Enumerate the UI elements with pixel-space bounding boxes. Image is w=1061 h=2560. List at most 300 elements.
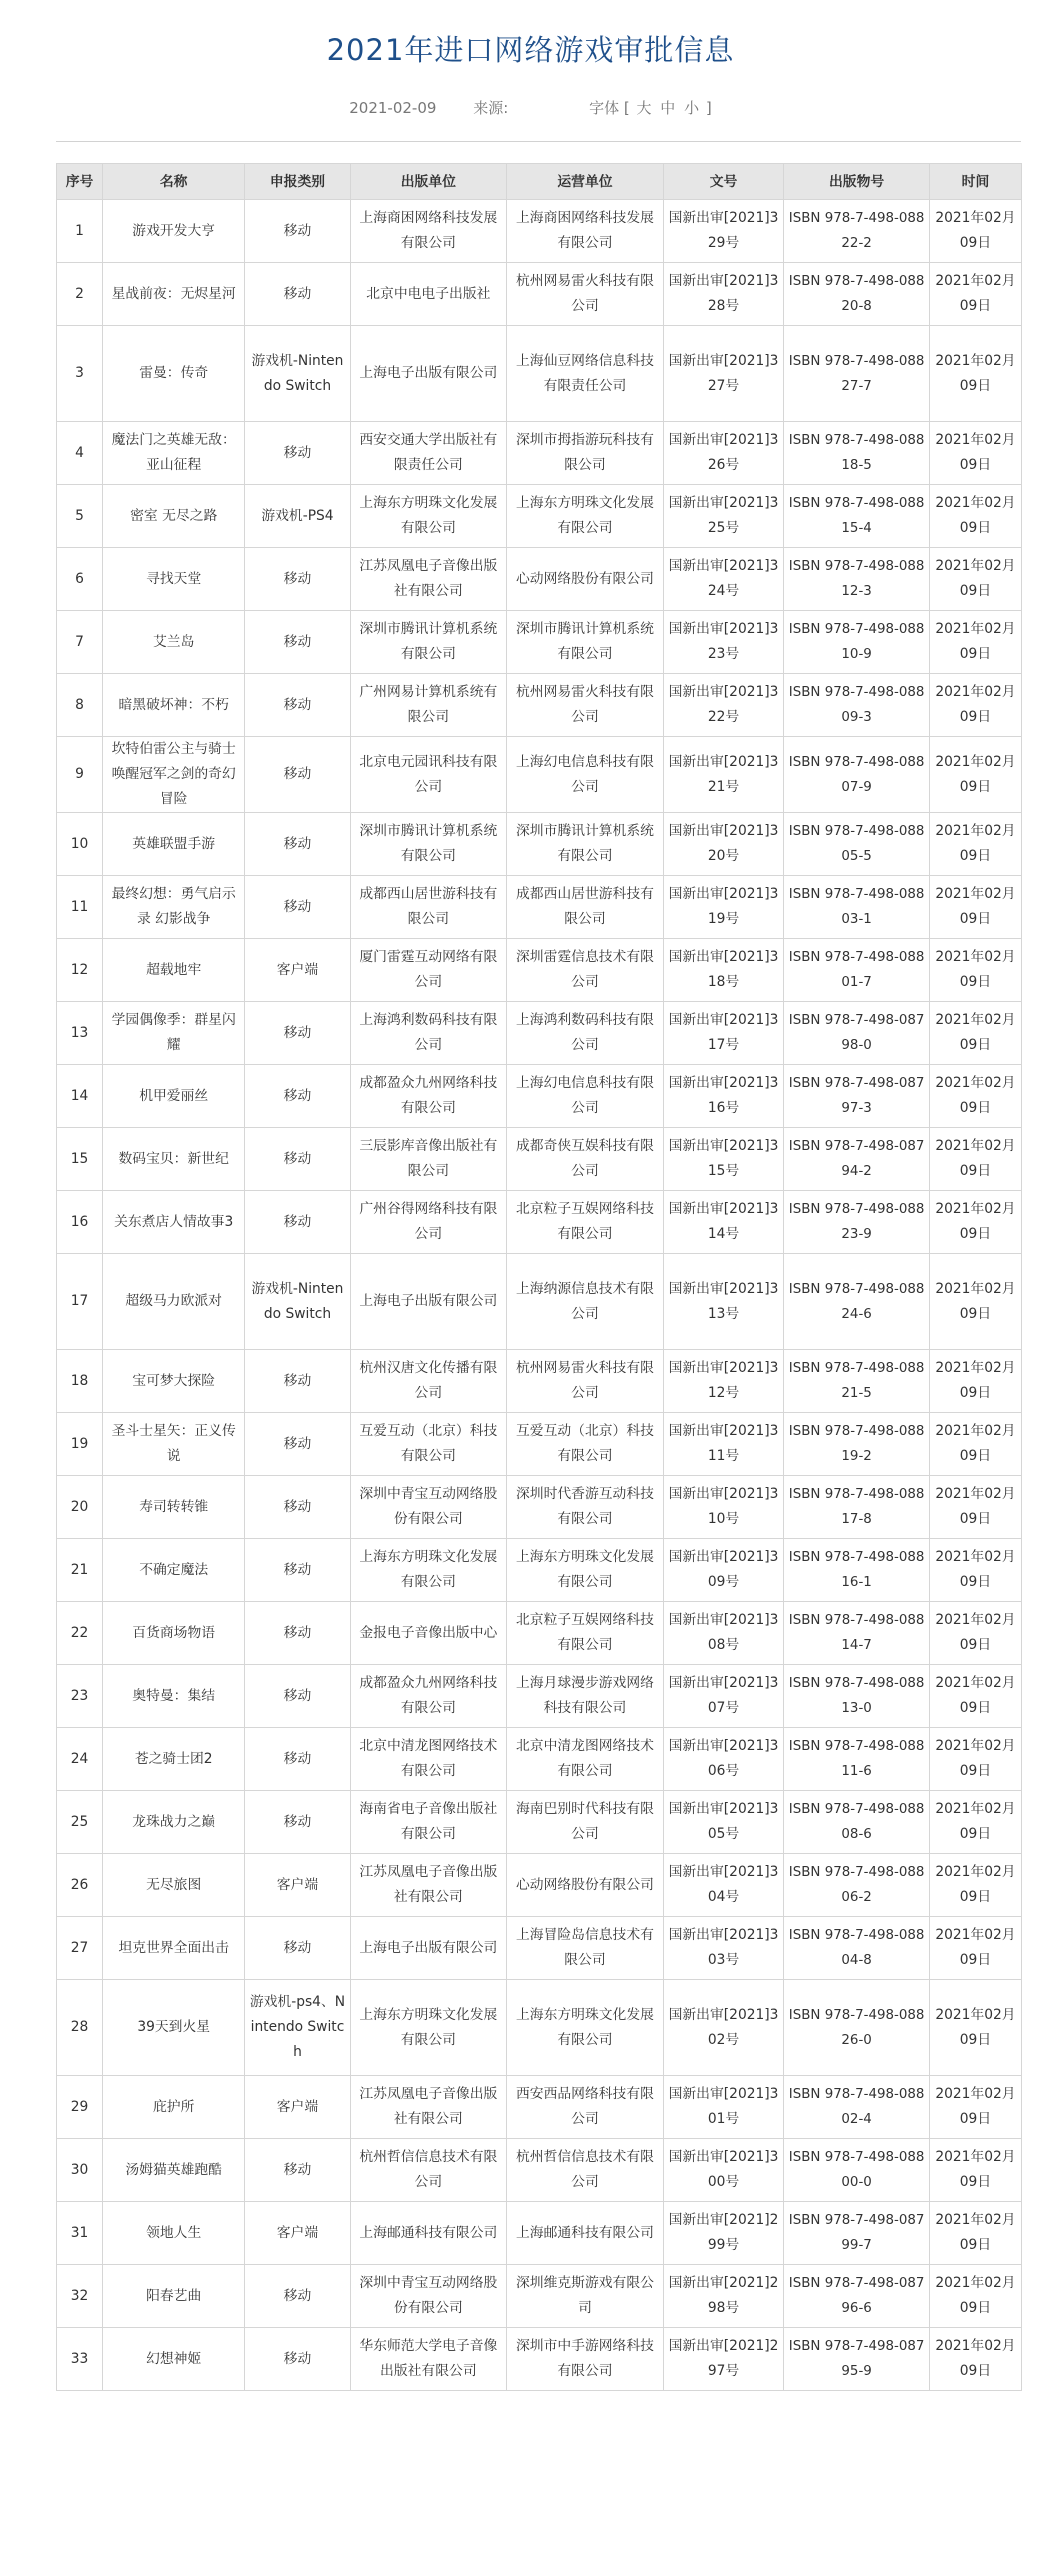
cell-category: 移动 bbox=[245, 1128, 350, 1191]
cell-publisher: 深圳市腾讯计算机系统有限公司 bbox=[350, 813, 507, 876]
cell-operator: 上海东方明珠文化发展有限公司 bbox=[507, 1539, 664, 1602]
cell-date: 2021年02月09日 bbox=[929, 422, 1021, 485]
cell-date: 2021年02月09日 bbox=[929, 1728, 1021, 1791]
table-row bbox=[57, 876, 1022, 939]
cell-operator: 杭州网易雷火科技有限公司 bbox=[507, 1350, 664, 1413]
font-label: 字体 bbox=[589, 99, 620, 117]
table-row bbox=[57, 422, 1022, 485]
cell-operator: 上海幻电信息科技有限公司 bbox=[507, 1065, 664, 1128]
cell-name: 庇护所 bbox=[103, 2076, 245, 2139]
cell-operator: 心动网络股份有限公司 bbox=[507, 548, 664, 611]
cell-isbn: ISBN 978-7-498-08795-9 bbox=[784, 2328, 930, 2391]
font-size-switcher bbox=[589, 99, 712, 117]
cell-no: 4 bbox=[57, 422, 103, 485]
cell-name: 数码宝贝：新世纪 bbox=[103, 1128, 245, 1191]
cell-date: 2021年02月09日 bbox=[929, 1854, 1021, 1917]
cell-name: 雷曼：传奇 bbox=[103, 326, 245, 422]
cell-date: 2021年02月09日 bbox=[929, 1476, 1021, 1539]
header-isbn: 出版物号 bbox=[784, 164, 930, 200]
cell-doc-number: 国新出审[2021]298号 bbox=[663, 2265, 783, 2328]
cell-category: 移动 bbox=[245, 1602, 350, 1665]
cell-no: 3 bbox=[57, 326, 103, 422]
table-row bbox=[57, 1128, 1022, 1191]
cell-doc-number: 国新出审[2021]327号 bbox=[663, 326, 783, 422]
cell-name: 暗黑破坏神：不朽 bbox=[103, 674, 245, 737]
cell-name: 苍之骑士团2 bbox=[103, 1728, 245, 1791]
cell-doc-number: 国新出审[2021]300号 bbox=[663, 2139, 783, 2202]
cell-doc-number: 国新出审[2021]319号 bbox=[663, 876, 783, 939]
cell-date: 2021年02月09日 bbox=[929, 2139, 1021, 2202]
cell-no: 7 bbox=[57, 611, 103, 674]
cell-category: 移动 bbox=[245, 1791, 350, 1854]
table-row bbox=[57, 1254, 1022, 1350]
cell-name: 星战前夜：无烬星河 bbox=[103, 263, 245, 326]
cell-isbn: ISBN 978-7-498-08826-0 bbox=[784, 1980, 930, 2076]
table-row bbox=[57, 200, 1022, 263]
cell-isbn: ISBN 978-7-498-08802-4 bbox=[784, 2076, 930, 2139]
table-row bbox=[57, 611, 1022, 674]
cell-name: 坎特伯雷公主与骑士唤醒冠军之剑的奇幻冒险 bbox=[103, 737, 245, 813]
cell-no: 22 bbox=[57, 1602, 103, 1665]
cell-date: 2021年02月09日 bbox=[929, 1065, 1021, 1128]
cell-operator: 上海鸿利数码科技有限公司 bbox=[507, 1002, 664, 1065]
cell-date: 2021年02月09日 bbox=[929, 813, 1021, 876]
cell-doc-number: 国新出审[2021]322号 bbox=[663, 674, 783, 737]
cell-name: 学园偶像季：群星闪耀 bbox=[103, 1002, 245, 1065]
cell-date: 2021年02月09日 bbox=[929, 1602, 1021, 1665]
cell-name: 百货商场物语 bbox=[103, 1602, 245, 1665]
cell-operator: 上海纳源信息技术有限公司 bbox=[507, 1254, 664, 1350]
cell-name: 不确定魔法 bbox=[103, 1539, 245, 1602]
cell-doc-number: 国新出审[2021]329号 bbox=[663, 200, 783, 263]
cell-operator: 上海月球漫步游戏网络科技有限公司 bbox=[507, 1665, 664, 1728]
table-row bbox=[57, 737, 1022, 813]
cell-operator: 上海东方明珠文化发展有限公司 bbox=[507, 485, 664, 548]
cell-publisher: 深圳中青宝互动网络股份有限公司 bbox=[350, 1476, 507, 1539]
font-size-large[interactable]: 大 bbox=[636, 99, 652, 117]
cell-category: 移动 bbox=[245, 813, 350, 876]
cell-doc-number: 国新出审[2021]302号 bbox=[663, 1980, 783, 2076]
cell-category: 移动 bbox=[245, 737, 350, 813]
cell-doc-number: 国新出审[2021]326号 bbox=[663, 422, 783, 485]
cell-no: 23 bbox=[57, 1665, 103, 1728]
cell-operator: 上海冒险岛信息技术有限公司 bbox=[507, 1917, 664, 1980]
header-operator: 运营单位 bbox=[507, 164, 664, 200]
cell-publisher: 上海鸿利数码科技有限公司 bbox=[350, 1002, 507, 1065]
cell-isbn: ISBN 978-7-498-08800-0 bbox=[784, 2139, 930, 2202]
cell-name: 艾兰岛 bbox=[103, 611, 245, 674]
cell-publisher: 杭州哲信信息技术有限公司 bbox=[350, 2139, 507, 2202]
cell-isbn: ISBN 978-7-498-08799-7 bbox=[784, 2202, 930, 2265]
cell-publisher: 成都西山居世游科技有限公司 bbox=[350, 876, 507, 939]
table-row bbox=[57, 1350, 1022, 1413]
cell-operator: 上海东方明珠文化发展有限公司 bbox=[507, 1980, 664, 2076]
cell-doc-number: 国新出审[2021]297号 bbox=[663, 2328, 783, 2391]
cell-no: 27 bbox=[57, 1917, 103, 1980]
cell-no: 18 bbox=[57, 1350, 103, 1413]
cell-operator: 深圳雷霆信息技术有限公司 bbox=[507, 939, 664, 1002]
cell-date: 2021年02月09日 bbox=[929, 674, 1021, 737]
font-bracket-close: ] bbox=[705, 99, 712, 117]
header-doc-number: 文号 bbox=[663, 164, 783, 200]
cell-doc-number: 国新出审[2021]325号 bbox=[663, 485, 783, 548]
cell-name: 坦克世界全面出击 bbox=[103, 1917, 245, 1980]
cell-publisher: 上海东方明珠文化发展有限公司 bbox=[350, 485, 507, 548]
header-no: 序号 bbox=[57, 164, 103, 200]
table-row bbox=[57, 326, 1022, 422]
table-row bbox=[57, 1854, 1022, 1917]
cell-operator: 成都西山居世游科技有限公司 bbox=[507, 876, 664, 939]
cell-isbn: ISBN 978-7-498-08804-8 bbox=[784, 1917, 930, 1980]
cell-publisher: 互爱互动（北京）科技有限公司 bbox=[350, 1413, 507, 1476]
table-row bbox=[57, 1980, 1022, 2076]
cell-name: 汤姆猫英雄跑酷 bbox=[103, 2139, 245, 2202]
cell-isbn: ISBN 978-7-498-08827-7 bbox=[784, 326, 930, 422]
cell-operator: 互爱互动（北京）科技有限公司 bbox=[507, 1413, 664, 1476]
source-label: 来源: bbox=[473, 99, 509, 117]
cell-doc-number: 国新出审[2021]317号 bbox=[663, 1002, 783, 1065]
cell-date: 2021年02月09日 bbox=[929, 1665, 1021, 1728]
cell-category: 游戏机-Nintendo Switch bbox=[245, 1254, 350, 1350]
cell-doc-number: 国新出审[2021]312号 bbox=[663, 1350, 783, 1413]
cell-no: 2 bbox=[57, 263, 103, 326]
divider bbox=[56, 141, 1021, 142]
cell-publisher: 广州网易计算机系统有限公司 bbox=[350, 674, 507, 737]
cell-no: 12 bbox=[57, 939, 103, 1002]
cell-publisher: 上海电子出版有限公司 bbox=[350, 1254, 507, 1350]
cell-name: 最终幻想：勇气启示录 幻影战争 bbox=[103, 876, 245, 939]
table-row bbox=[57, 485, 1022, 548]
cell-no: 15 bbox=[57, 1128, 103, 1191]
cell-date: 2021年02月09日 bbox=[929, 326, 1021, 422]
cell-isbn: ISBN 978-7-498-08811-6 bbox=[784, 1728, 930, 1791]
cell-category: 移动 bbox=[245, 422, 350, 485]
cell-category: 移动 bbox=[245, 1191, 350, 1254]
table-row bbox=[57, 1917, 1022, 1980]
cell-isbn: ISBN 978-7-498-08812-3 bbox=[784, 548, 930, 611]
cell-name: 超级马力欧派对 bbox=[103, 1254, 245, 1350]
cell-publisher: 江苏凤凰电子音像出版社有限公司 bbox=[350, 2076, 507, 2139]
header-name: 名称 bbox=[103, 164, 245, 200]
cell-publisher: 江苏凤凰电子音像出版社有限公司 bbox=[350, 1854, 507, 1917]
cell-category: 移动 bbox=[245, 2265, 350, 2328]
cell-date: 2021年02月09日 bbox=[929, 485, 1021, 548]
cell-publisher: 深圳中青宝互动网络股份有限公司 bbox=[350, 2265, 507, 2328]
cell-operator: 深圳市中手游网络科技有限公司 bbox=[507, 2328, 664, 2391]
cell-no: 1 bbox=[57, 200, 103, 263]
cell-isbn: ISBN 978-7-498-08803-1 bbox=[784, 876, 930, 939]
cell-isbn: ISBN 978-7-498-08809-3 bbox=[784, 674, 930, 737]
cell-name: 关东煮店人情故事3 bbox=[103, 1191, 245, 1254]
cell-publisher: 三辰影库音像出版社有限公司 bbox=[350, 1128, 507, 1191]
cell-no: 31 bbox=[57, 2202, 103, 2265]
table-row bbox=[57, 2139, 1022, 2202]
cell-date: 2021年02月09日 bbox=[929, 548, 1021, 611]
cell-publisher: 北京中电电子出版社 bbox=[350, 263, 507, 326]
cell-doc-number: 国新出审[2021]308号 bbox=[663, 1602, 783, 1665]
cell-no: 30 bbox=[57, 2139, 103, 2202]
cell-date: 2021年02月09日 bbox=[929, 1254, 1021, 1350]
cell-operator: 成都奇侠互娱科技有限公司 bbox=[507, 1128, 664, 1191]
cell-isbn: ISBN 978-7-498-08814-7 bbox=[784, 1602, 930, 1665]
cell-no: 8 bbox=[57, 674, 103, 737]
cell-doc-number: 国新出审[2021]313号 bbox=[663, 1254, 783, 1350]
cell-operator: 海南巴别时代科技有限公司 bbox=[507, 1791, 664, 1854]
cell-name: 宝可梦大探险 bbox=[103, 1350, 245, 1413]
cell-no: 10 bbox=[57, 813, 103, 876]
cell-category: 游戏机-PS4 bbox=[245, 485, 350, 548]
cell-publisher: 深圳市腾讯计算机系统有限公司 bbox=[350, 611, 507, 674]
cell-category: 移动 bbox=[245, 263, 350, 326]
cell-no: 11 bbox=[57, 876, 103, 939]
cell-category: 移动 bbox=[245, 200, 350, 263]
page-title: 2021年进口网络游戏审批信息 bbox=[326, 33, 735, 67]
table-row bbox=[57, 1002, 1022, 1065]
cell-category: 移动 bbox=[245, 1728, 350, 1791]
cell-doc-number: 国新出审[2021]318号 bbox=[663, 939, 783, 1002]
cell-date: 2021年02月09日 bbox=[929, 737, 1021, 813]
cell-publisher: 华东师范大学电子音像出版社有限公司 bbox=[350, 2328, 507, 2391]
cell-doc-number: 国新出审[2021]314号 bbox=[663, 1191, 783, 1254]
cell-name: 奥特曼：集结 bbox=[103, 1665, 245, 1728]
cell-name: 游戏开发大亨 bbox=[103, 200, 245, 263]
cell-name: 魔法门之英雄无敌：亚山征程 bbox=[103, 422, 245, 485]
table-row bbox=[57, 2328, 1022, 2391]
cell-operator: 杭州网易雷火科技有限公司 bbox=[507, 674, 664, 737]
cell-publisher: 江苏凤凰电子音像出版社有限公司 bbox=[350, 548, 507, 611]
cell-publisher: 海南省电子音像出版社有限公司 bbox=[350, 1791, 507, 1854]
cell-no: 14 bbox=[57, 1065, 103, 1128]
cell-publisher: 上海东方明珠文化发展有限公司 bbox=[350, 1980, 507, 2076]
header-publisher: 出版单位 bbox=[350, 164, 507, 200]
cell-isbn: ISBN 978-7-498-08817-8 bbox=[784, 1476, 930, 1539]
cell-operator: 西安西品网络科技有限公司 bbox=[507, 2076, 664, 2139]
cell-category: 游戏机-Nintendo Switch bbox=[245, 326, 350, 422]
cell-isbn: ISBN 978-7-498-08819-2 bbox=[784, 1413, 930, 1476]
cell-isbn: ISBN 978-7-498-08824-6 bbox=[784, 1254, 930, 1350]
cell-no: 9 bbox=[57, 737, 103, 813]
cell-doc-number: 国新出审[2021]324号 bbox=[663, 548, 783, 611]
table-row bbox=[57, 939, 1022, 1002]
cell-category: 移动 bbox=[245, 548, 350, 611]
cell-no: 16 bbox=[57, 1191, 103, 1254]
cell-isbn: ISBN 978-7-498-08805-5 bbox=[784, 813, 930, 876]
cell-category: 移动 bbox=[245, 674, 350, 737]
table-row bbox=[57, 2202, 1022, 2265]
cell-no: 32 bbox=[57, 2265, 103, 2328]
font-size-small[interactable]: 小 bbox=[684, 99, 700, 117]
table-row bbox=[57, 1539, 1022, 1602]
cell-name: 龙珠战力之巅 bbox=[103, 1791, 245, 1854]
cell-no: 19 bbox=[57, 1413, 103, 1476]
cell-doc-number: 国新出审[2021]311号 bbox=[663, 1413, 783, 1476]
cell-doc-number: 国新出审[2021]301号 bbox=[663, 2076, 783, 2139]
cell-category: 客户端 bbox=[245, 2076, 350, 2139]
cell-operator: 北京粒子互娱网络科技有限公司 bbox=[507, 1602, 664, 1665]
cell-category: 移动 bbox=[245, 611, 350, 674]
cell-no: 21 bbox=[57, 1539, 103, 1602]
publish-date: 2021-02-09 bbox=[349, 99, 437, 117]
cell-doc-number: 国新出审[2021]316号 bbox=[663, 1065, 783, 1128]
cell-no: 13 bbox=[57, 1002, 103, 1065]
cell-operator: 上海商困网络科技发展有限公司 bbox=[507, 200, 664, 263]
cell-no: 26 bbox=[57, 1854, 103, 1917]
cell-isbn: ISBN 978-7-498-08796-6 bbox=[784, 2265, 930, 2328]
cell-date: 2021年02月09日 bbox=[929, 1413, 1021, 1476]
cell-doc-number: 国新出审[2021]323号 bbox=[663, 611, 783, 674]
cell-name: 阳春艺曲 bbox=[103, 2265, 245, 2328]
cell-category: 客户端 bbox=[245, 939, 350, 1002]
font-bracket-open: [ bbox=[623, 99, 630, 117]
cell-name: 幻想神姬 bbox=[103, 2328, 245, 2391]
cell-operator: 上海邮通科技有限公司 bbox=[507, 2202, 664, 2265]
cell-date: 2021年02月09日 bbox=[929, 1917, 1021, 1980]
cell-category: 移动 bbox=[245, 1413, 350, 1476]
cell-name: 圣斗士星矢：正义传说 bbox=[103, 1413, 245, 1476]
cell-isbn: ISBN 978-7-498-08810-9 bbox=[784, 611, 930, 674]
cell-category: 移动 bbox=[245, 1665, 350, 1728]
article-meta bbox=[0, 97, 1061, 118]
cell-date: 2021年02月09日 bbox=[929, 263, 1021, 326]
cell-operator: 上海仙豆网络信息科技有限责任公司 bbox=[507, 326, 664, 422]
cell-publisher: 厦门雷霆互动网络有限公司 bbox=[350, 939, 507, 1002]
cell-date: 2021年02月09日 bbox=[929, 1791, 1021, 1854]
cell-category: 移动 bbox=[245, 1476, 350, 1539]
cell-operator: 深圳时代香游互动科技有限公司 bbox=[507, 1476, 664, 1539]
cell-doc-number: 国新出审[2021]306号 bbox=[663, 1728, 783, 1791]
table-row bbox=[57, 1728, 1022, 1791]
cell-category: 移动 bbox=[245, 2328, 350, 2391]
cell-doc-number: 国新出审[2021]299号 bbox=[663, 2202, 783, 2265]
approval-table bbox=[56, 163, 1022, 2391]
cell-no: 28 bbox=[57, 1980, 103, 2076]
cell-publisher: 广州谷得网络科技有限公司 bbox=[350, 1191, 507, 1254]
cell-date: 2021年02月09日 bbox=[929, 2265, 1021, 2328]
cell-isbn: ISBN 978-7-498-08801-7 bbox=[784, 939, 930, 1002]
cell-name: 机甲爱丽丝 bbox=[103, 1065, 245, 1128]
table-header-row bbox=[57, 164, 1022, 200]
cell-isbn: ISBN 978-7-498-08816-1 bbox=[784, 1539, 930, 1602]
table-row bbox=[57, 1602, 1022, 1665]
cell-category: 客户端 bbox=[245, 2202, 350, 2265]
cell-publisher: 上海电子出版有限公司 bbox=[350, 326, 507, 422]
cell-date: 2021年02月09日 bbox=[929, 876, 1021, 939]
cell-date: 2021年02月09日 bbox=[929, 1350, 1021, 1413]
cell-no: 25 bbox=[57, 1791, 103, 1854]
cell-isbn: ISBN 978-7-498-08815-4 bbox=[784, 485, 930, 548]
cell-no: 17 bbox=[57, 1254, 103, 1350]
cell-isbn: ISBN 978-7-498-08818-5 bbox=[784, 422, 930, 485]
table-row bbox=[57, 1476, 1022, 1539]
cell-publisher: 上海商困网络科技发展有限公司 bbox=[350, 200, 507, 263]
cell-publisher: 上海东方明珠文化发展有限公司 bbox=[350, 1539, 507, 1602]
cell-operator: 上海幻电信息科技有限公司 bbox=[507, 737, 664, 813]
cell-doc-number: 国新出审[2021]304号 bbox=[663, 1854, 783, 1917]
cell-name: 超载地牢 bbox=[103, 939, 245, 1002]
cell-isbn: ISBN 978-7-498-08823-9 bbox=[784, 1191, 930, 1254]
table-row bbox=[57, 1665, 1022, 1728]
cell-operator: 深圳市拇指游玩科技有限公司 bbox=[507, 422, 664, 485]
cell-name: 领地人生 bbox=[103, 2202, 245, 2265]
cell-isbn: ISBN 978-7-498-08813-0 bbox=[784, 1665, 930, 1728]
cell-doc-number: 国新出审[2021]305号 bbox=[663, 1791, 783, 1854]
cell-publisher: 杭州汉唐文化传播有限公司 bbox=[350, 1350, 507, 1413]
cell-no: 33 bbox=[57, 2328, 103, 2391]
cell-date: 2021年02月09日 bbox=[929, 939, 1021, 1002]
cell-isbn: ISBN 978-7-498-08820-8 bbox=[784, 263, 930, 326]
cell-operator: 深圳维克斯游戏有限公司 bbox=[507, 2265, 664, 2328]
cell-no: 5 bbox=[57, 485, 103, 548]
cell-isbn: ISBN 978-7-498-08807-9 bbox=[784, 737, 930, 813]
cell-isbn: ISBN 978-7-498-08808-6 bbox=[784, 1791, 930, 1854]
cell-operator: 北京中清龙图网络技术有限公司 bbox=[507, 1728, 664, 1791]
cell-doc-number: 国新出审[2021]303号 bbox=[663, 1917, 783, 1980]
cell-category: 移动 bbox=[245, 2139, 350, 2202]
table-row bbox=[57, 1791, 1022, 1854]
cell-doc-number: 国新出审[2021]320号 bbox=[663, 813, 783, 876]
cell-no: 29 bbox=[57, 2076, 103, 2139]
cell-date: 2021年02月09日 bbox=[929, 1002, 1021, 1065]
font-size-medium[interactable]: 中 bbox=[660, 99, 676, 117]
cell-no: 20 bbox=[57, 1476, 103, 1539]
cell-date: 2021年02月09日 bbox=[929, 200, 1021, 263]
table-row bbox=[57, 1191, 1022, 1254]
cell-category: 移动 bbox=[245, 1002, 350, 1065]
cell-doc-number: 国新出审[2021]315号 bbox=[663, 1128, 783, 1191]
cell-doc-number: 国新出审[2021]307号 bbox=[663, 1665, 783, 1728]
cell-doc-number: 国新出审[2021]328号 bbox=[663, 263, 783, 326]
cell-operator: 杭州哲信信息技术有限公司 bbox=[507, 2139, 664, 2202]
cell-isbn: ISBN 978-7-498-08822-2 bbox=[784, 200, 930, 263]
cell-operator: 深圳市腾讯计算机系统有限公司 bbox=[507, 813, 664, 876]
cell-name: 寿司转转锥 bbox=[103, 1476, 245, 1539]
cell-publisher: 成都盈众九州网络科技有限公司 bbox=[350, 1065, 507, 1128]
cell-category: 移动 bbox=[245, 1065, 350, 1128]
cell-name: 寻找天堂 bbox=[103, 548, 245, 611]
cell-publisher: 成都盈众九州网络科技有限公司 bbox=[350, 1665, 507, 1728]
cell-category: 移动 bbox=[245, 876, 350, 939]
cell-name: 密室 无尽之路 bbox=[103, 485, 245, 548]
table-row bbox=[57, 674, 1022, 737]
table-row bbox=[57, 2076, 1022, 2139]
cell-name: 无尽旅图 bbox=[103, 1854, 245, 1917]
table-row bbox=[57, 2265, 1022, 2328]
cell-date: 2021年02月09日 bbox=[929, 1128, 1021, 1191]
cell-publisher: 北京中清龙图网络技术有限公司 bbox=[350, 1728, 507, 1791]
cell-isbn: ISBN 978-7-498-08806-2 bbox=[784, 1854, 930, 1917]
cell-isbn: ISBN 978-7-498-08794-2 bbox=[784, 1128, 930, 1191]
cell-operator: 杭州网易雷火科技有限公司 bbox=[507, 263, 664, 326]
cell-date: 2021年02月09日 bbox=[929, 1980, 1021, 2076]
cell-publisher: 北京电元园讯科技有限公司 bbox=[350, 737, 507, 813]
cell-category: 客户端 bbox=[245, 1854, 350, 1917]
cell-publisher: 金报电子音像出版中心 bbox=[350, 1602, 507, 1665]
cell-category: 移动 bbox=[245, 1917, 350, 1980]
cell-publisher: 上海邮通科技有限公司 bbox=[350, 2202, 507, 2265]
cell-operator: 北京粒子互娱网络科技有限公司 bbox=[507, 1191, 664, 1254]
cell-name: 39天到火星 bbox=[103, 1980, 245, 2076]
cell-no: 24 bbox=[57, 1728, 103, 1791]
cell-date: 2021年02月09日 bbox=[929, 2202, 1021, 2265]
cell-category: 游戏机-ps4、Nintendo Switch bbox=[245, 1980, 350, 2076]
cell-date: 2021年02月09日 bbox=[929, 1191, 1021, 1254]
cell-date: 2021年02月09日 bbox=[929, 2076, 1021, 2139]
cell-doc-number: 国新出审[2021]310号 bbox=[663, 1476, 783, 1539]
cell-date: 2021年02月09日 bbox=[929, 1539, 1021, 1602]
table-row bbox=[57, 1065, 1022, 1128]
cell-date: 2021年02月09日 bbox=[929, 611, 1021, 674]
cell-category: 移动 bbox=[245, 1539, 350, 1602]
